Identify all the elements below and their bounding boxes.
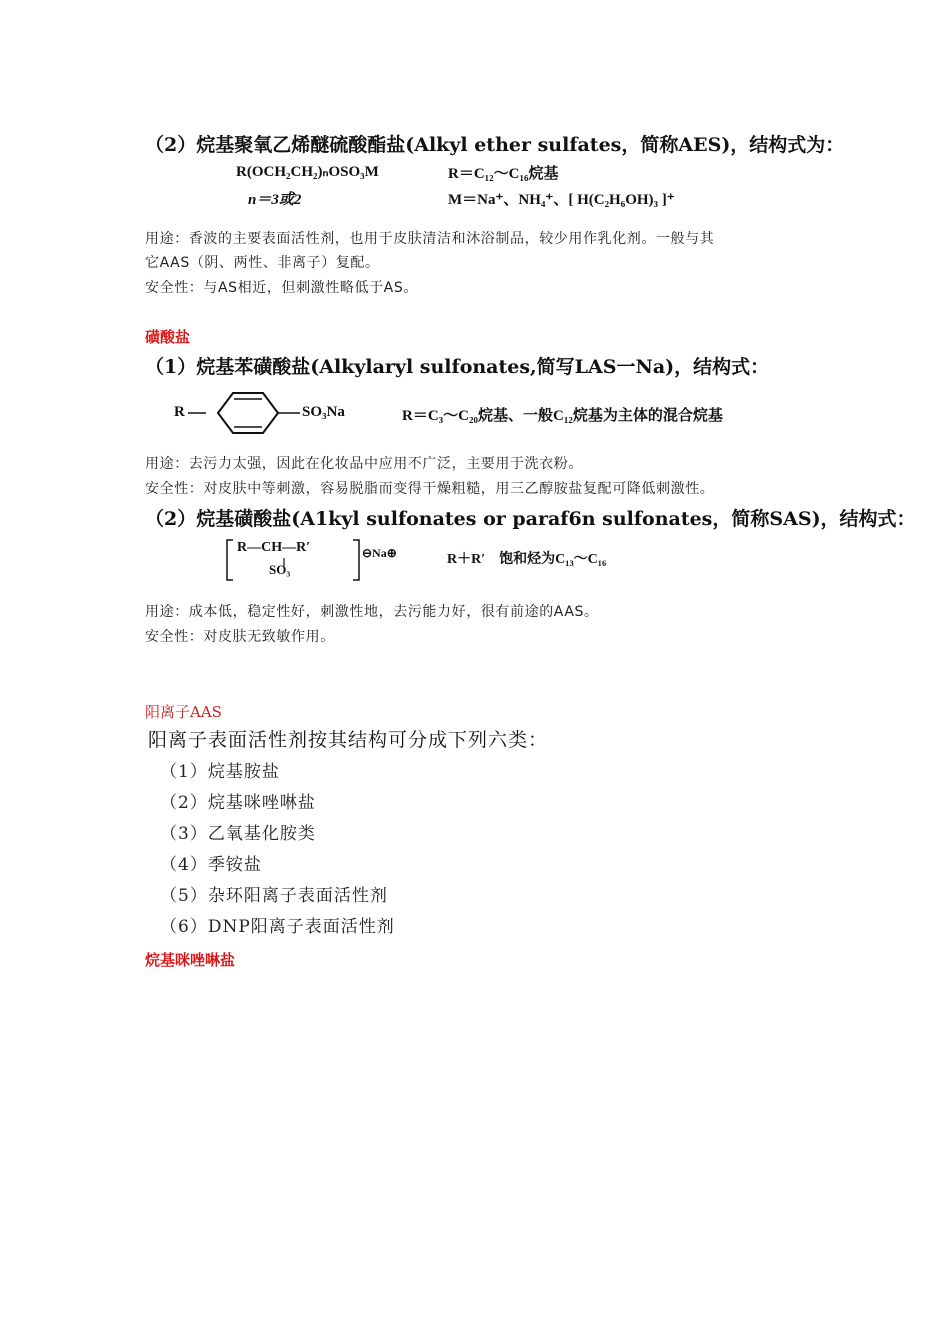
las-formula-so3na: SO₃Na <box>302 404 345 420</box>
cationic-section-title: 阳离子AAS <box>145 703 222 721</box>
cationic-list-item: （5）杂环阳离子表面活性剂 <box>160 886 388 906</box>
cationic-list-item: （6）DNP阳离子表面活性剂 <box>160 917 395 937</box>
aes-heading: （2）烷基聚氧乙烯醚硫酸酯盐(Alkyl ether sulfates，简称AES)，结构式为： <box>145 134 845 156</box>
sas-formula-charge: ⊖Na⊕ <box>362 546 397 560</box>
sas-formula-sub: SO₃ <box>269 562 291 577</box>
benzene-ring-icon <box>188 388 308 438</box>
aes-formula-right-1: R＝C₁₂～C₁₆烷基 <box>448 166 559 182</box>
sas-formula-desc: R＋R′ 饱和烃为C₁₃～C₁₆ <box>447 552 607 567</box>
aes-formula-left-2: n＝3或2 <box>248 192 302 208</box>
imidazoline-section-title: 烷基咪唑啉盐 <box>145 951 236 969</box>
aes-safety: 安全性：与AS相近，但刺激性略低于AS。 <box>145 280 418 296</box>
cationic-list-item: （4）季铵盐 <box>160 855 262 875</box>
sas-formula-main: R—CH—R′ <box>237 540 311 555</box>
sas-formula-image <box>225 538 705 582</box>
sas-use: 用途：成本低，稳定性好，刺激性地，去污能力好，很有前途的AAS。 <box>145 604 599 620</box>
las-formula-r: R <box>174 404 185 420</box>
cationic-list-item: （3）乙氧基化胺类 <box>160 824 316 844</box>
sas-heading: （2）烷基磺酸盐(A1kyl sulfonates or paraf6n sulfonates，简称SAS)，结构式： <box>145 508 916 530</box>
aes-formula-left-1: R(OCH₂CH₂)ₙOSO₃M <box>236 164 379 180</box>
cationic-list-item: （2）烷基咪唑啉盐 <box>160 793 316 813</box>
las-use: 用途：去污力太强，因此在化妆品中应用不广泛，主要用于洗衣粉。 <box>145 456 583 472</box>
aes-use: 用途：香波的主要表面活性剂，也用于皮肤清洁和沐浴制品，较少用作乳化剂。一般与其 <box>145 231 715 247</box>
sulfonate-section-title: 磺酸盐 <box>145 328 191 346</box>
aes-formula-image <box>228 158 738 210</box>
aes-formula-right-2: M＝Na⁺、NH₄⁺、[ H(C₂H₆OH)₃ ]⁺ <box>448 192 675 208</box>
sas-safety: 安全性：对皮肤无致敏作用。 <box>145 629 335 645</box>
cationic-intro: 阳离子表面活性剂按其结构可分成下列六类： <box>148 729 549 751</box>
cationic-list-item: （1）烷基胺盐 <box>160 762 280 782</box>
aes-use-cont: 它AAS（阴、两性、非离子）复配。 <box>145 255 380 271</box>
las-formula-desc: R＝C₃～C₂₀烷基、一般C₁₂烷基为主体的混合烷基 <box>402 408 723 424</box>
las-safety: 安全性：对皮肤中等刺激，容易脱脂而变得干燥粗糙，用三乙醇胺盐复配可降低刺激性。 <box>145 481 715 497</box>
las-heading: （1）烷基苯磺酸盐(Alkylaryl sulfonates,简写LAS一Na)，结构式： <box>145 356 770 378</box>
las-formula-image <box>170 388 810 438</box>
